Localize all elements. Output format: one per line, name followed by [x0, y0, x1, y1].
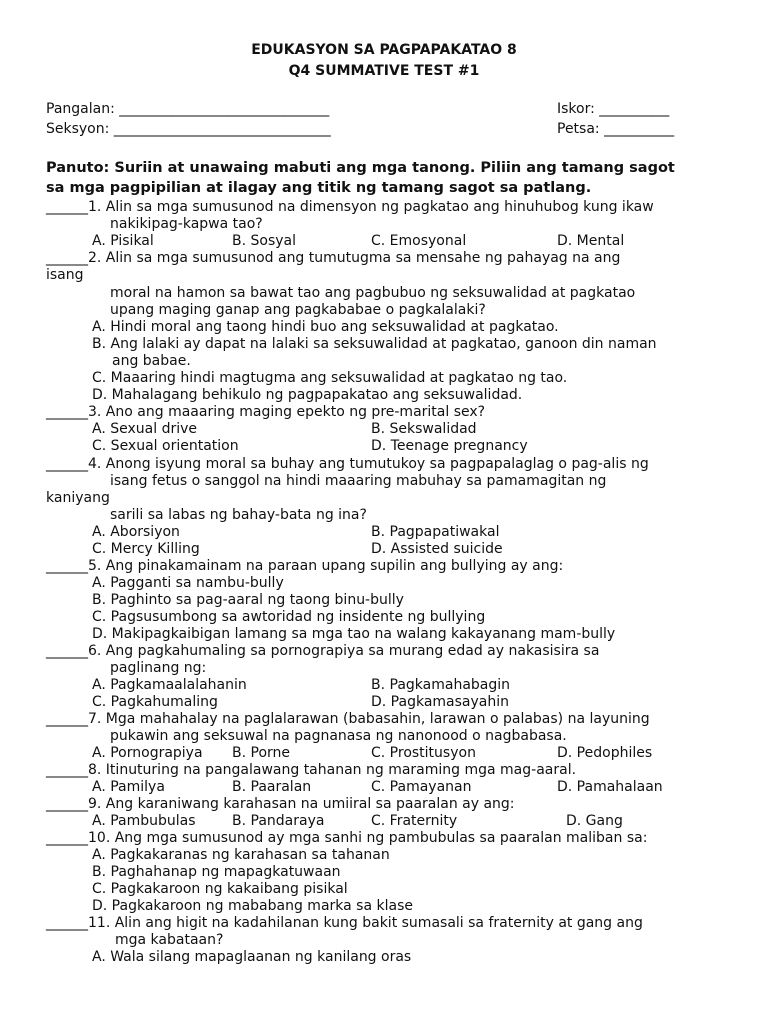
question-line: isang — [46, 267, 84, 283]
choice-option: C. Mercy Killing — [92, 541, 200, 557]
choice-option: A. Pagkakaranas ng karahasan sa tahanan — [92, 847, 390, 863]
choice-option: D. Makipagkaibigan lamang sa mga tao na walang kakayanang mam-bully — [92, 626, 616, 642]
name-field: Pangalan: ______________________________ — [46, 101, 330, 117]
choice-option: B. Pandaraya — [232, 813, 325, 829]
choice-option: B. Paghinto sa pag-aaral ng taong binu-bully — [92, 592, 404, 608]
choice-option: A. Wala silang mapaglaanan ng kanilang oras — [92, 949, 412, 965]
question-line: ______3. Ano ang maaaring maging epekto ng pre-marital sex? — [46, 404, 486, 420]
choice-option: D. Pagkakaroon ng mababang marka sa klase — [92, 898, 413, 914]
instructions-line: Panuto: Suriin at unawaing mabuti ang mga tanong. Piliin ang tamang sagot — [46, 160, 675, 176]
question-line: ______9. Ang karaniwang karahasan na umiiral sa paaralan ay ang: — [46, 796, 515, 812]
question-line: sarili sa labas ng bahay-bata ng ina? — [110, 507, 367, 523]
question-line: ______7. Mga mahahalay na paglalarawan (babasahin, larawan o palabas) na layuning — [46, 711, 650, 727]
choice-option: A. Pagkamaalalahanin — [92, 677, 247, 693]
choice-option: C. Pagsusumbong sa awtoridad ng insidente ng bullying — [92, 609, 486, 625]
score-field: Iskor: __________ — [557, 101, 670, 117]
question-line: ______6. Ang pagkahumaling sa pornograpiya sa murang edad ay nakasisira sa — [46, 643, 600, 659]
choice-option: C. Fraternity — [371, 813, 458, 829]
choice-option: A. Hindi moral ang taong hindi buo ang seksuwalidad at pagkatao. — [92, 319, 559, 335]
choice-option: A. Pambubulas — [92, 813, 196, 829]
question-line: ______10. Ang mga sumusunod ay mga sanhi ng pambubulas sa paaralan maliban sa: — [46, 830, 648, 846]
choice-option: C. Emosyonal — [371, 233, 467, 249]
choice-option: B. Paaralan — [232, 779, 312, 795]
choice-option: C. Pagkakaroon ng kakaibang pisikal — [92, 881, 348, 897]
instructions-line: sa mga pagpipilian at ilagay ang titik ng tamang sagot sa patlang. — [46, 180, 592, 196]
choice-option: B. Porne — [232, 745, 291, 761]
choice-option: A. Pamilya — [92, 779, 165, 795]
choice-option: D. Pamahalaan — [557, 779, 663, 795]
choice-option: C. Prostitusyon — [371, 745, 476, 761]
section-field: Seksyon: _______________________________ — [46, 121, 331, 137]
choice-option: ang babae. — [112, 353, 191, 369]
question-line: ______1. Alin sa mga sumusunod na dimensyon ng pagkatao ang hinuhubog kung ikaw — [46, 199, 654, 215]
test-title: Q4 SUMMATIVE TEST #1 — [288, 63, 480, 79]
choice-option: D. Assisted suicide — [371, 541, 503, 557]
date-field: Petsa: __________ — [557, 121, 675, 137]
choice-option: A. Sexual drive — [92, 421, 197, 437]
choice-option: B. Pagkamahabagin — [371, 677, 511, 693]
choice-option: C. Pagkahumaling — [92, 694, 218, 710]
question-line: ______4. Anong isyung moral sa buhay ang tumutukoy sa pagpapalaglag o pag-alis ng — [46, 456, 649, 472]
choice-option: A. Pisikal — [92, 233, 154, 249]
question-line: ______11. Alin ang higit na kadahilanan kung bakit sumasali sa fraternity at gang ang — [46, 915, 643, 931]
question-line: ______2. Alin sa mga sumusunod ang tumutugma sa mensahe ng pahayag na ang — [46, 250, 621, 266]
choice-option: B. Ang lalaki ay dapat na lalaki sa seksuwalidad at pagkatao, ganoon din naman — [92, 336, 657, 352]
choice-option: C. Maaaring hindi magtugma ang seksuwalidad at pagkatao ng tao. — [92, 370, 568, 386]
choice-option: B. Sosyal — [232, 233, 297, 249]
choice-option: D. Pedophiles — [557, 745, 653, 761]
choice-option: B. Sekswalidad — [371, 421, 477, 437]
choice-option: C. Pamayanan — [371, 779, 472, 795]
question-line: paglinang ng: — [110, 660, 207, 676]
question-line: upang maging ganap ang pagkababae o pagkalalaki? — [110, 302, 486, 318]
question-line: mga kabataan? — [115, 932, 224, 948]
choice-option: A. Pagganti sa nambu-bully — [92, 575, 284, 591]
question-line: pukawin ang seksuwal na pagnanasa ng nanonood o nagbabasa. — [110, 728, 567, 744]
choice-option: D. Mahalagang behikulo ng pagpapakatao ang seksuwalidad. — [92, 387, 523, 403]
choice-option: A. Pornograpiya — [92, 745, 203, 761]
choice-option: A. Aborsiyon — [92, 524, 180, 540]
choice-option: C. Sexual orientation — [92, 438, 239, 454]
choice-option: B. Pagpapatiwakal — [371, 524, 500, 540]
choice-option: B. Paghahanap ng mapagkatuwaan — [92, 864, 341, 880]
question-line: ______8. Itinuturing na pangalawang tahanan ng maraming mga mag-aaral. — [46, 762, 577, 778]
choice-option: D. Pagkamasayahin — [371, 694, 509, 710]
question-line: kaniyang — [46, 490, 110, 506]
question-line: nakikipag-kapwa tao? — [110, 216, 263, 232]
choice-option: D. Mental — [557, 233, 625, 249]
choice-option: D. Teenage pregnancy — [371, 438, 528, 454]
question-line: ______5. Ang pinakamainam na paraan upang supilin ang bullying ay ang: — [46, 558, 564, 574]
subject-title: EDUKASYON SA PAGPAPAKATAO 8 — [251, 42, 517, 58]
choice-option: D. Gang — [566, 813, 623, 829]
question-line: isang fetus o sanggol na hindi maaaring mabuhay sa pamamagitan ng — [110, 473, 607, 489]
question-line: moral na hamon sa bawat tao ang pagbubuo ng seksuwalidad at pagkatao — [110, 285, 636, 301]
